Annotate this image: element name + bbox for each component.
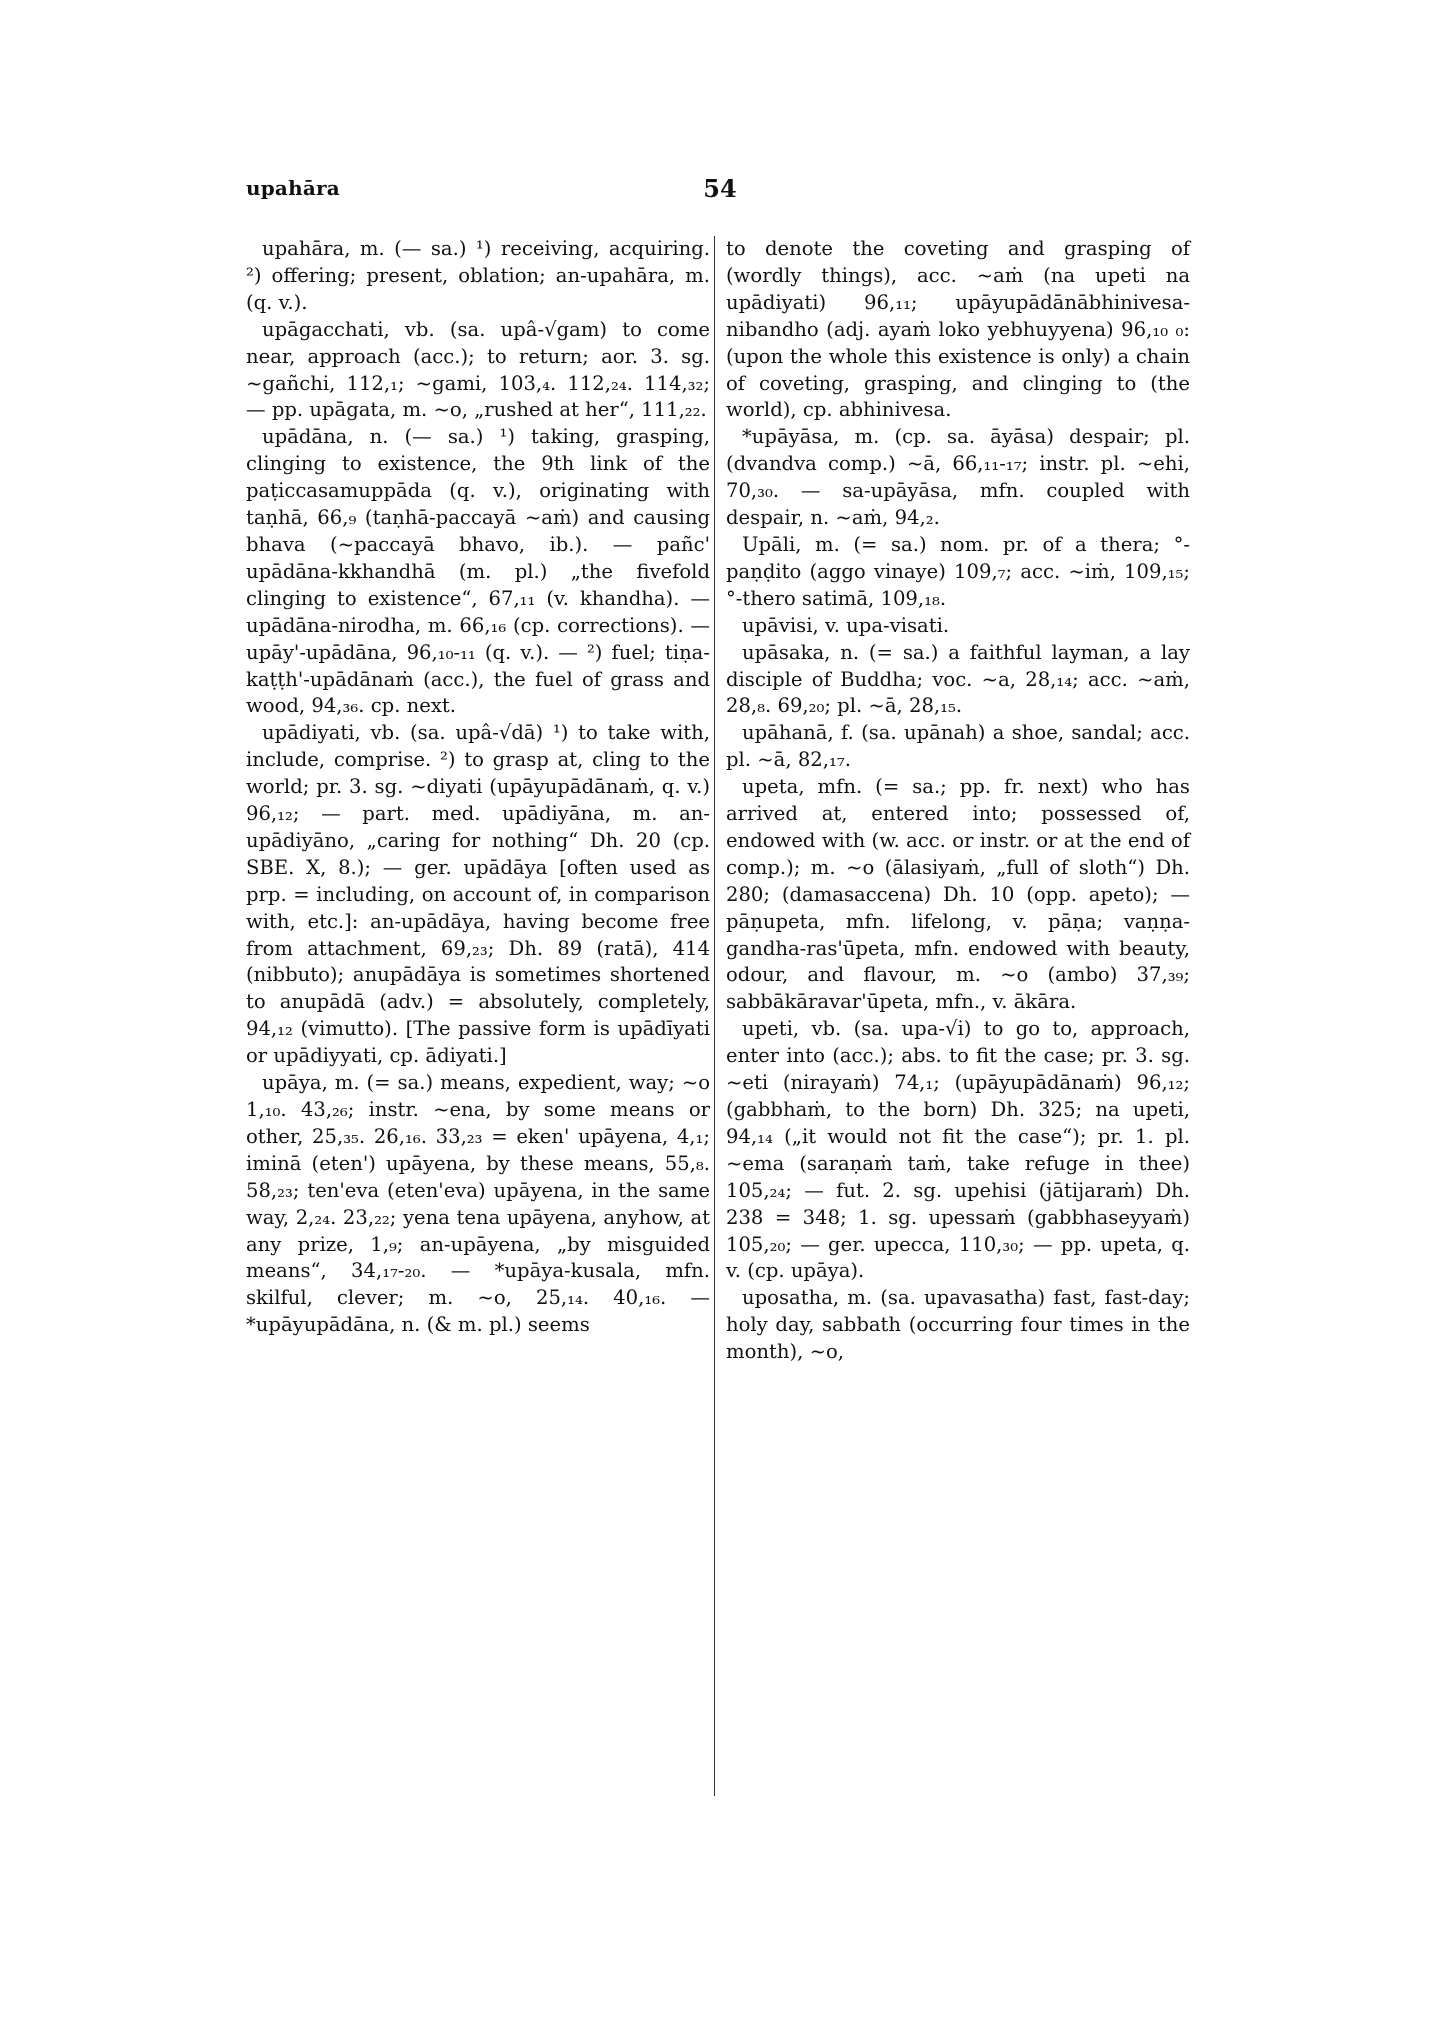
entry-upayasa: *upāyāsa, m. (cp. sa. āyāsa) despair; pl. (dvandva comp.) ~ā, 66,₁₁-₁₇; instr. pl. ~ehi, 70,₃₀. — sa-upāyāsa, mfn. coupled with despair, n. ~aṁ, 94,₂. <box>726 425 1190 530</box>
left-column <box>246 236 710 1339</box>
entry-upagacchati: upāgacchati, vb. (sa. upâ-√gam) to come near, approach (acc.); to return; aor. 3. sg. ~gañchi, 112,₁; ~gami, 103,₄. 112,₂₄. 114,₃₂; — pp. upāgata, m. ~o, „rushed at her“, 111,₂₂. <box>246 317 710 422</box>
column-divider <box>714 236 715 1796</box>
entry-upahana: upāhanā, f. (sa. upānah) a shoe, sandal; acc. pl. ~ā, 82,₁₇. <box>726 721 1190 772</box>
entry-upadana: upādāna, n. (— sa.) ¹) taking, grasping, clinging to existence, the 9th link of the paṭiccasamuppāda (q. v.), originating with taṇhā, 66,₉ (taṇhā-paccayā ~aṁ) and causing bhava (~paccayā bhavo, ib.). — pañc' upādāna-kkhandhā (m. pl.) „the fivefold clinging to existence“, 67,₁₁ (v. khandha). — upādāna-nirodha, m. 66,₁₆ (cp. corrections). — upāy'-upādāna, 96,₁₀-₁₁ (q. v.). — ²) fuel; tiṇa-kaṭṭh'-upādānaṁ (acc.), the fuel of grass and wood, 94,₃₆. cp. next. <box>246 425 710 718</box>
right-column <box>726 236 1190 1366</box>
entry-uposatha: uposatha, m. (sa. upavasatha) fast, fast-day; holy day, sabbath (occurring four times in the month), ~o, <box>726 1286 1190 1364</box>
entry-upavisi: upāvisi, v. upa-visati. <box>742 613 950 637</box>
entry-upasaka: upāsaka, n. (= sa.) a faithful layman, a lay disciple of Buddha; voc. ~a, 28,₁₄; acc. ~aṁ, 28,₈. 69,₂₀; pl. ~ā, 28,₁₅. <box>726 640 1190 718</box>
entry-upahara: upahāra, m. (— sa.) ¹) receiving, acquiring. ²) offering; present, oblation; an-upahāra, m. (q. v.). <box>246 237 710 314</box>
entry-upali: Upāli, m. (= sa.) nom. pr. of a thera; °-paṇḍito (aggo vinaye) 109,₇; acc. ~iṁ, 109,₁₅; °-thero satimā, 109,₁₈. <box>726 532 1190 610</box>
entry-upeta: upeta, mfn. (= sa.; pp. fr. next) who has arrived at, entered into; possessed of, endowed with (w. acc. or instr. or at the end of comp.); m. ~o (ālasiyaṁ, „full of sloth“) Dh. 280; (damasaccena) Dh. 10 (opp. apeto); — pāṇupeta, mfn. lifelong, v. pāṇa; vaṇṇa-gandha-ras'ūpeta, mfn. endowed with beauty, odour, and flavour, m. ~o (ambo) 37,₃₉; sabbākāravar'ūpeta, mfn., v. ākāra. <box>726 775 1190 1014</box>
entry-upeti: upeti, vb. (sa. upa-√i) to go to, approach, enter into (acc.); abs. to fit the case; pr. 3. sg. ~eti (nirayaṁ) 74,₁; (upāyupādānaṁ) 96,₁₂; (gabbhaṁ, to the born) Dh. 325; na upeti, 94,₁₄ („it would not fit the case“); pr. 1. pl. ~ema (saraṇaṁ taṁ, take refuge in thee) 105,₂₄; — fut. 2. sg. upehisi (jātijaraṁ) Dh. 238 = 348; 1. sg. upessaṁ (gabbhaseyyaṁ) 105,₂₀; — ger. upecca, 110,₃₀; — pp. upeta, q. v. (cp. upāya). <box>726 1017 1190 1283</box>
page-number: 54 <box>703 174 737 203</box>
entry-upadiyati: upādiyati, vb. (sa. upâ-√dā) ¹) to take with, include, comprise. ²) to grasp at, cling to the world; pr. 3. sg. ~diyati (upāyupādānaṁ, q. v.) 96,₁₂; — part. med. upādiyāna, m. an-upādiyāno, „caring for nothing“ Dh. 20 (cp. SBE. X, 8.); — ger. upādāya [often used as prp. = including, on account of, in comparison with, etc.]: an-upādāya, having become free from attachment, 69,₂₃; Dh. 89 (ratā), 414 (nibbuto); anupādāya is sometimes shortened to anupādā (adv.) = absolutely, completely, 94,₁₂ (vimutto). [The passive form is upādīyati or upādiyyati, cp. ādiyati.] <box>246 721 710 1068</box>
entry-upayupadana-continued: to denote the coveting and grasping of (wordly things), acc. ~aṁ (na upeti na upādiyati) 96,₁₁; upāyupādānābhinivesa-nibandho (adj. ayaṁ loko yebhuyyena) 96,₁₀ ₀: (upon the whole this existence is only) a chain of coveting, grasping, and clinging to (the world), cp. abhinivesa. <box>726 237 1190 422</box>
running-head: upahāra <box>246 176 340 200</box>
entry-upaya: upāya, m. (= sa.) means, expedient, way; ~o 1,₁₀. 43,₂₆; instr. ~ena, by some means or other, 25,₃₅. 26,₁₆. 33,₂₃ = eken' upāyena, 4,₁; iminā (eten') upāyena, by these means, 55,₈. 58,₂₃; ten'eva (eten'eva) upāyena, in the same way, 2,₂₄. 23,₂₂; yena tena upāyena, anyhow, at any prize, 1,₉; an-upāyena, „by misguided means“, 34,₁₇-₂₀. — *upāya-kusala, mfn. skilful, clever; m. ~o, 25,₁₄. 40,₁₆. — *upāyupādāna, n. (& m. pl.) seems <box>246 1071 710 1337</box>
